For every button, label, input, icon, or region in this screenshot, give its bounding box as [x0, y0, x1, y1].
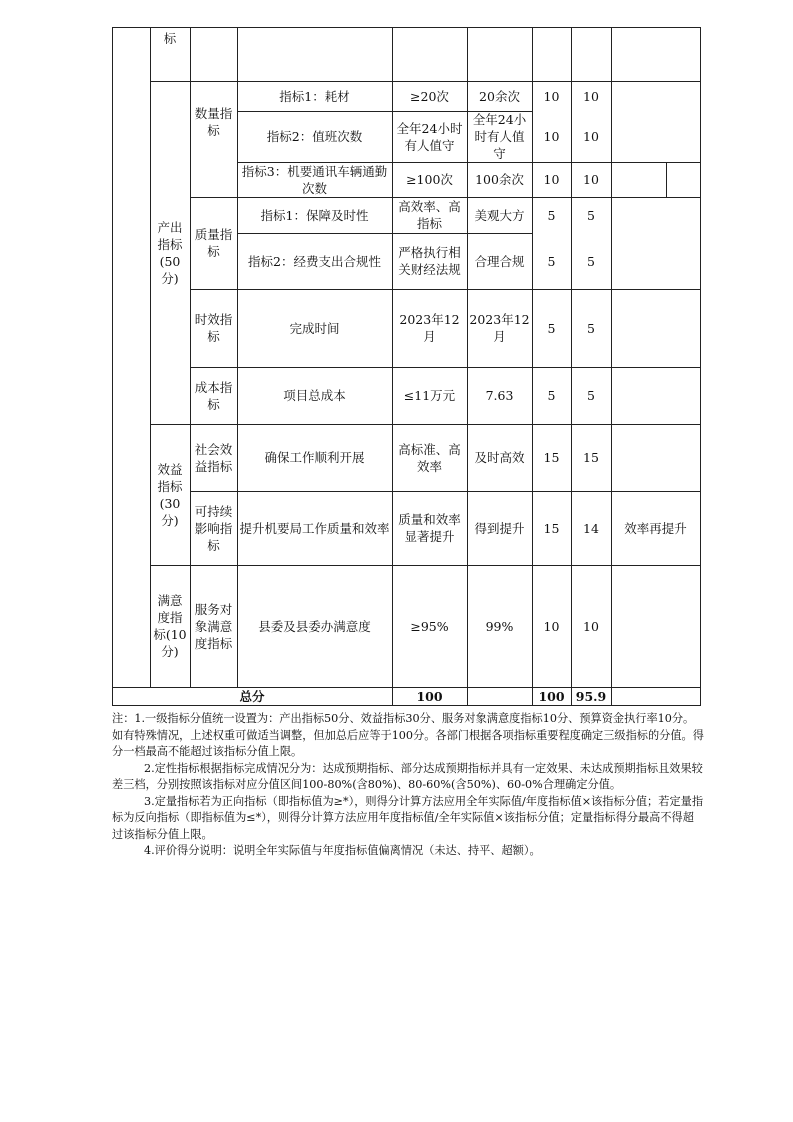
quantity-metric-1-name: 指标1：耗材: [279, 88, 350, 104]
sustain-level2-label: 可持续影响指标: [194, 503, 233, 553]
sustain-metric-remark: 效率再提升: [624, 520, 687, 536]
top-level2-label: 标: [163, 31, 177, 46]
cost-metric-target: ≤11万元: [403, 388, 456, 403]
satisfaction-metric-target: ≥95%: [410, 618, 449, 634]
quality-metric-2-weight: 5: [547, 253, 556, 269]
quantity-metric-3-name: 指标3：机要通讯车辆通勤次数: [241, 163, 388, 196]
quantity-metric-1-target: ≥20次: [410, 88, 449, 104]
sustain-metric-actual: 得到提升: [474, 520, 525, 536]
table-border-line: [112, 27, 113, 705]
table-border-line: [611, 27, 612, 705]
cost-level2-label: 成本指标: [194, 379, 233, 412]
quantity-metric-2-weight: 10: [543, 129, 560, 144]
quality-metric-2-name: 指标2：经费支出合规性: [248, 253, 381, 269]
quantity-metric-3-score: 10: [583, 172, 599, 187]
quantity-metric-1-score: 10: [583, 88, 599, 104]
quality-metric-1-target: 高效率、高指标: [398, 199, 461, 231]
total-label: 总分: [239, 688, 265, 704]
quantity-level2-label: 数量指标: [194, 105, 233, 138]
sustain-metric-target: 质量和效率显著提升: [398, 512, 461, 544]
table-notes: [112, 711, 704, 860]
note-2: 2.定性指标根据指标完成情况分为：达成预期指标、部分达成预期指标并具有一定效果、未达成预期指标且效果较差三档，分别按照该指标对应分值区间100-80%(含80%)、80-60%(含50%)、60-0%合理确定分值。: [112, 761, 703, 791]
timeliness-metric-target: 2023年12月: [399, 312, 460, 344]
quantity-metric-3-weight: 10: [543, 172, 560, 187]
social-metric-score: 15: [583, 450, 599, 465]
quantity-metric-2-name: 指标2：值班次数: [266, 129, 363, 144]
quantity-metric-3-target: ≥100次: [406, 172, 453, 187]
satisfaction-metric-name: 县委及县委办满意度: [258, 618, 371, 634]
quality-metric-2-target: 严格执行相关财经法规: [398, 245, 461, 277]
quality-metric-2-actual: 合理合规: [474, 253, 525, 269]
social-level2-label: 社会效益指标: [194, 441, 233, 474]
table-border-line: [112, 27, 701, 28]
satisfaction-metric-actual: 99%: [485, 618, 514, 634]
social-metric-actual: 及时高效: [474, 450, 525, 465]
table-border-line: [666, 162, 667, 197]
benefit-level1-label: 效益指标(30分): [157, 461, 183, 528]
quantity-metric-1-actual: 20余次: [479, 88, 520, 104]
timeliness-metric-weight: 5: [547, 320, 556, 336]
quantity-metric-2-score: 10: [583, 129, 599, 144]
quality-metric-2-score: 5: [587, 253, 595, 269]
total-score: 95.9: [575, 688, 607, 704]
note-4: 4.评价得分说明：说明全年实际值与年度指标值偏离情况（未达、持平、超额）。: [144, 844, 541, 857]
cost-metric-name: 项目总成本: [283, 388, 346, 403]
quantity-metric-1-weight: 10: [543, 88, 560, 104]
quality-metric-1-weight: 5: [547, 207, 556, 223]
social-metric-name: 确保工作顺利开展: [264, 450, 365, 465]
note-1: 注：1.一级指标分值统一设置为：产出指标50分、效益指标30分、服务对象满意度指标10分、预算资金执行率10分。如有特殊情况，上述权重可做适当调整，但加总后应等于100分。各部门根据各项指标重要程度确定三级指标的分值。得分一档最高不能超过该指标分值上限。: [112, 712, 704, 758]
cost-metric-score: 5: [587, 388, 595, 403]
quality-metric-1-actual: 美观大方: [474, 207, 525, 223]
quantity-metric-2-target: 全年24小时有人值守: [396, 120, 463, 153]
table-border-line: [112, 705, 701, 706]
quality-metric-1-name: 指标1：保障及时性: [260, 207, 369, 223]
quantity-metric-2-actual: 全年24小时有人值守: [472, 112, 527, 161]
timeliness-metric-actual: 2023年12月: [469, 312, 530, 344]
note-3: 3.定量指标若为正向指标（即指标值为≥*），则得分计算方法应用全年实际值/年度指标值×该指标分值；若定量指标为反向指标（即指标值为≤*），则得分计算方法应用年度指标值/全年实际值×该指标分值；定量指标得分最高不得超过该指标分值上限。: [112, 794, 704, 841]
sustain-metric-weight: 15: [543, 520, 560, 536]
timeliness-metric-score: 5: [587, 320, 595, 336]
satisfaction-metric-weight: 10: [543, 618, 560, 634]
cost-metric-weight: 5: [547, 388, 556, 403]
timeliness-level2-label: 时效指标: [194, 312, 233, 344]
output-level1-label: 产出指标(50分): [157, 219, 183, 286]
sustain-metric-name: 提升机要局工作质量和效率: [239, 520, 390, 536]
sustain-metric-score: 14: [583, 520, 599, 536]
total-target: 100: [416, 688, 443, 704]
satisfaction-metric-score: 10: [583, 618, 599, 634]
social-metric-weight: 15: [543, 450, 560, 465]
satisfaction-level1-label: 满意度指标(10分): [153, 593, 187, 659]
cost-metric-actual: 7.63: [485, 388, 514, 403]
quality-metric-1-score: 5: [587, 207, 595, 223]
social-metric-target: 高标准、高效率: [398, 441, 461, 474]
timeliness-metric-name: 完成时间: [289, 320, 340, 336]
quality-level2-label: 质量指标: [194, 227, 233, 259]
quantity-metric-3-actual: 100余次: [475, 172, 524, 187]
table-border-line: [700, 27, 701, 705]
satisfaction-level2-label: 服务对象满意度指标: [194, 601, 233, 651]
total-weight: 100: [538, 688, 565, 704]
